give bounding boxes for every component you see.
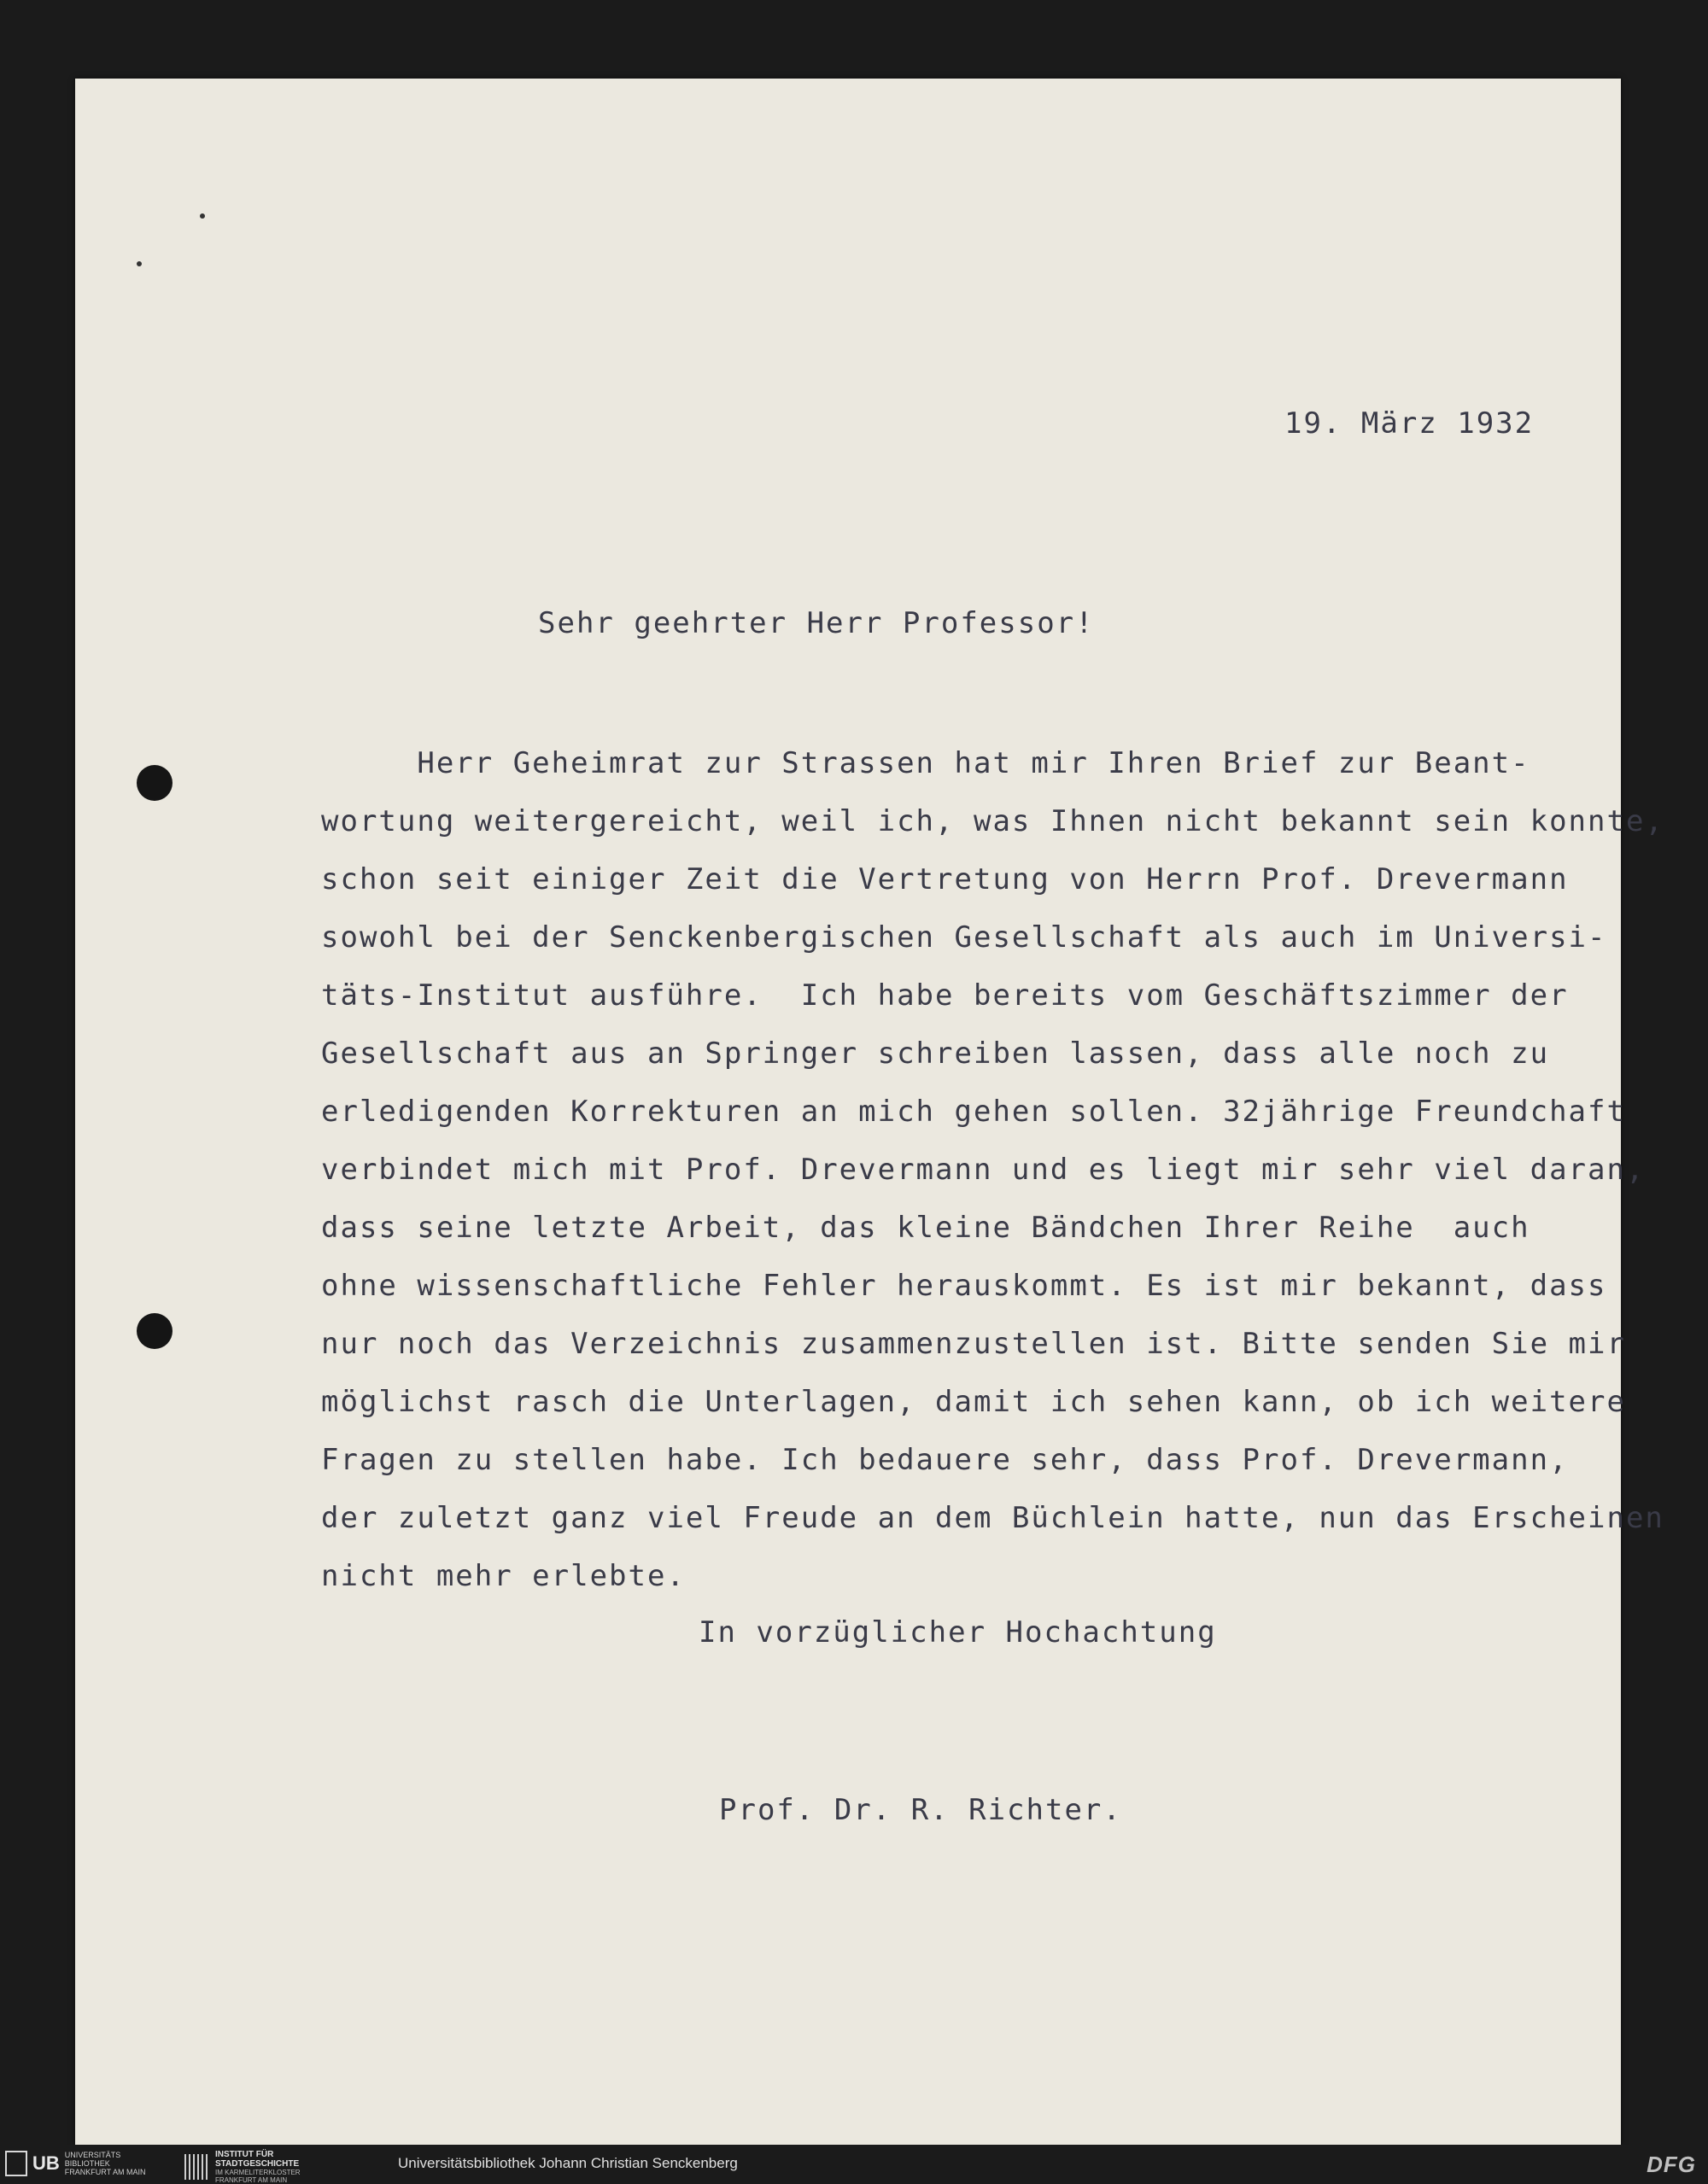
institut-logo-subline: IM KARMELITERKLOSTER (215, 2169, 301, 2176)
body-line: wortung weitergereicht, weil ich, was Ihnen nicht bekannt sein konnte, (321, 804, 1664, 838)
ub-frankfurt-logo[interactable] (5, 2150, 145, 2177)
institut-logo-subline: FRANKFURT AM MAIN (215, 2176, 288, 2184)
letter-closing: In vorzüglicher Hochachtung (699, 1615, 1217, 1650)
body-line: Fragen zu stellen habe. Ich bedauere sehr, dass Prof. Drevermann, (321, 1443, 1569, 1477)
letter-salutation: Sehr geehrter Herr Professor! (538, 606, 1095, 640)
body-line: Gesellschaft aus an Springer schreiben lassen, dass alle noch zu (321, 1037, 1550, 1071)
ub-logo-caption-line: FRANKFURT AM MAIN (64, 2168, 146, 2176)
body-line: verbindet mich mit Prof. Drevermann und es liegt mir sehr viel daran, (321, 1153, 1646, 1187)
body-line: ohne wissenschaftliche Fehler herauskommt. Es ist mir bekannt, dass (321, 1269, 1607, 1303)
ub-logo-icon (5, 2151, 27, 2176)
ub-logo-caption-line: BIBLIOTHEK (64, 2159, 110, 2168)
institut-logo-text (215, 2150, 301, 2184)
body-line: sowohl bei der Senckenbergischen Gesellschaft als auch im Universi- (321, 920, 1607, 955)
punch-hole-top (137, 765, 173, 801)
library-name: Universitätsbibliothek Johann Christian Senckenberg (398, 2155, 738, 2171)
letter-date: 19. März 1932 (1284, 406, 1535, 441)
body-line: der zuletzt ganz viel Freude an dem Büchlein hatte, nun das Erscheinen (321, 1501, 1664, 1535)
archive-footer-bar (0, 2145, 1708, 2182)
institut-logo-line: INSTITUT FÜR (215, 2150, 274, 2159)
institut-stadtgeschichte-logo[interactable] (184, 2150, 301, 2184)
dfg-logo[interactable]: DFG (1647, 2152, 1696, 2177)
ub-logo-caption-line: UNIVERSITÄTS (64, 2151, 121, 2159)
ink-speck (200, 213, 205, 219)
body-line: Herr Geheimrat zur Strassen hat mir Ihren Brief zur Beant- (321, 746, 1530, 780)
ink-speck (137, 261, 142, 266)
body-line: nur noch das Verzeichnis zusammenzustellen ist. Bitte senden Sie mir (321, 1327, 1626, 1361)
body-line: dass seine letzte Arbeit, das kleine Bändchen Ihrer Reihe auch (321, 1211, 1530, 1245)
body-line: schon seit einiger Zeit die Vertretung von Herrn Prof. Drevermann (321, 862, 1569, 896)
body-line: möglichst rasch die Unterlagen, damit ich sehen kann, ob ich weitere (321, 1385, 1626, 1419)
institut-logo-icon (184, 2154, 210, 2180)
institut-logo-line: STADTGESCHICHTE (215, 2159, 300, 2169)
ub-logo-text: UB (32, 2152, 60, 2174)
punch-hole-bottom (137, 1313, 173, 1349)
body-line: nicht mehr erlebte. (321, 1559, 686, 1593)
body-line: täts-Institut ausführe. Ich habe bereits vom Geschäftszimmer der (321, 978, 1569, 1013)
body-line: erledigenden Korrekturen an mich gehen sollen. 32jährige Freundchaft (321, 1095, 1626, 1129)
letter-signature: Prof. Dr. R. Richter. (719, 1793, 1122, 1827)
ub-logo-caption (65, 2151, 146, 2176)
